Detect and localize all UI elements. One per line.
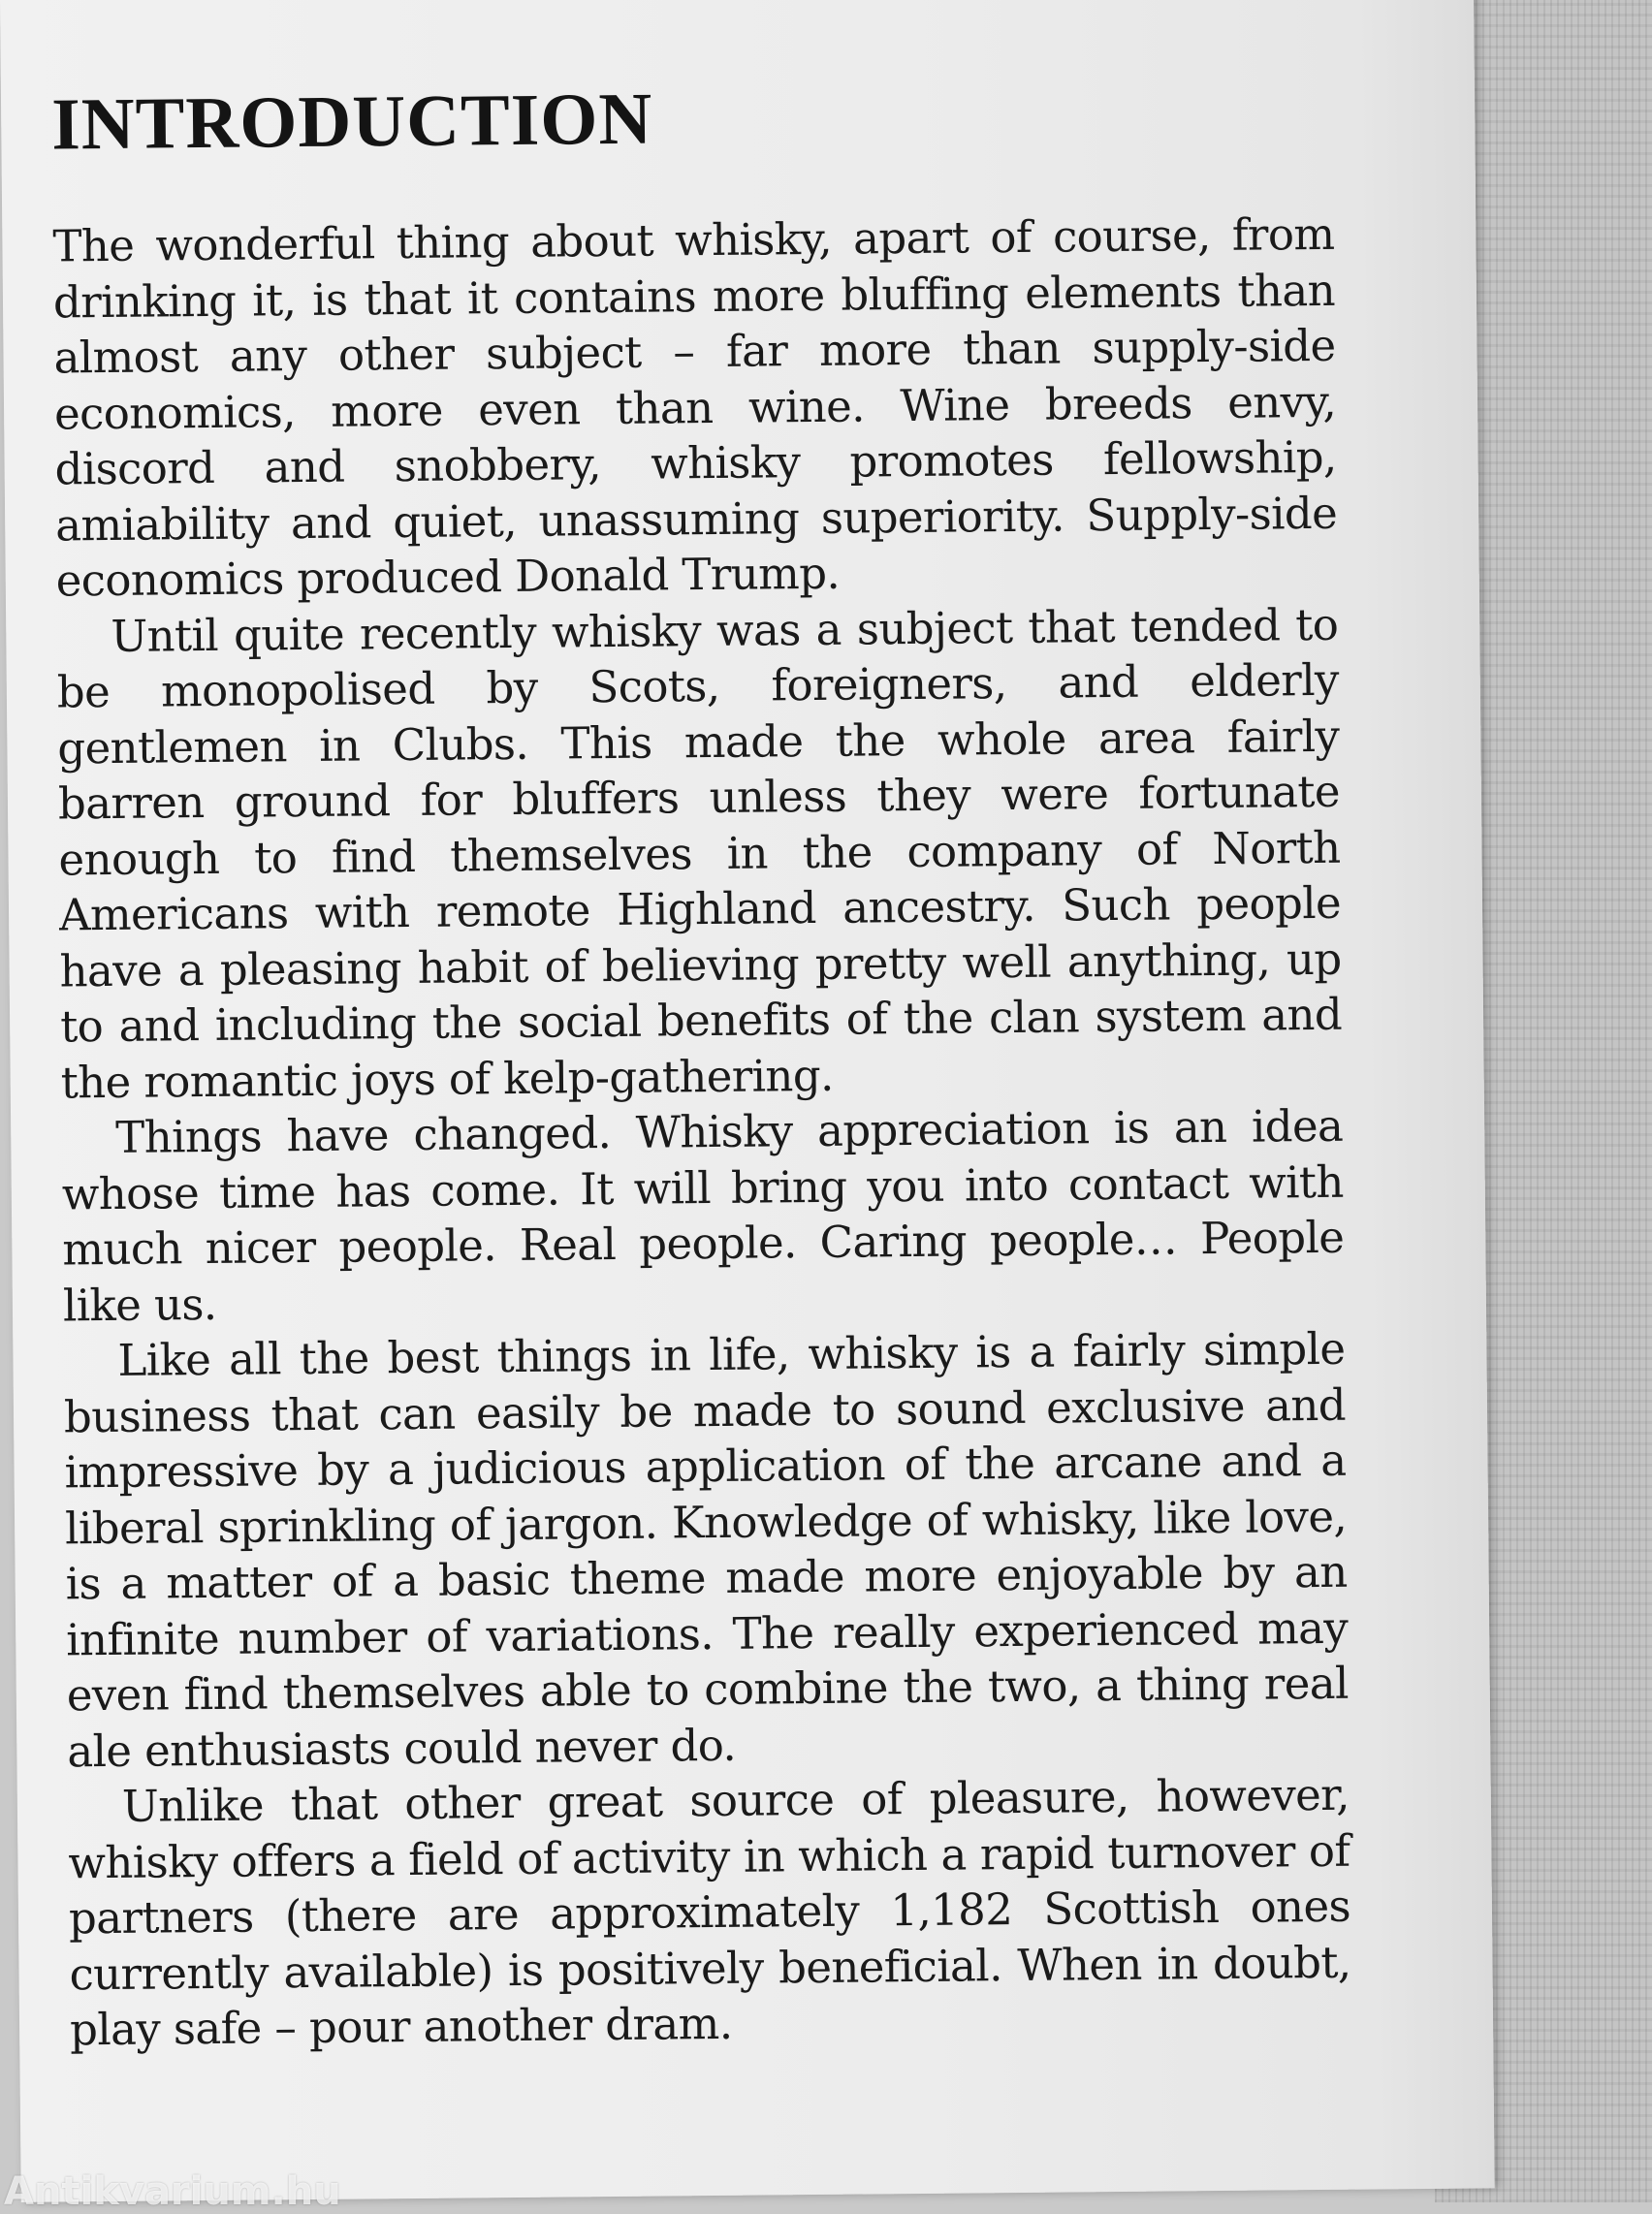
paragraph-3: Things have changed. Whisky appreciation is an idea whose time has come. It will bring you into contact with much nicer people. Real people. Caring people… People like us. bbox=[61, 1099, 1345, 1331]
body-text bbox=[52, 206, 1351, 2058]
paragraph-2: Until quite recently whisky was a subject that tended to be monopolised by Scots, foreigners, and elderly gentlemen in Clubs. This made the whole area fairly barren ground for bluffers unless they were fortunate enough to find themselves in the company of North Americans with remote Highland ancestry. Such people have a pleasing habit of believing pretty well anything, up to and including the social benefits of the clan system and the romantic joys of kelp-gathering. bbox=[56, 598, 1343, 1108]
paragraph-4: Like all the best things in life, whisky is a fairly simple business that can easily be made to sound exclusive and impressive by a judicious application of the arcane and a liberal sprinkling of jargon. Knowledge of whisky, like love, is a matter of a basic theme made more enjoyable by an infinite number of variations. The really experienced may even find themselves able to combine the two, a thing real ale enthusiasts could never do. bbox=[63, 1322, 1349, 1777]
paragraph-5: Unlike that other great source of pleasure, however, whisky offers a field of activity in which a rapid turnover of partners (there are approximately 1,182 Scottish ones currently available) is positively beneficial. When in doubt, play safe – pour another dram. bbox=[68, 1768, 1351, 2056]
watermark: Antikvarium.hu bbox=[4, 2169, 341, 2214]
paragraph-1: The wonderful thing about whisky, apart of course, from drinking it, is that it contains more bluffing elements than almost any other subject – far more than supply-side economics, more even than wine. Wine breeds envy, discord and snobbery, whisky promotes fellowship, amiability and quiet, unassuming superiority. Supply-side economics produced Donald Trump. bbox=[52, 207, 1338, 607]
chapter-heading: INTRODUCTION bbox=[50, 78, 653, 166]
